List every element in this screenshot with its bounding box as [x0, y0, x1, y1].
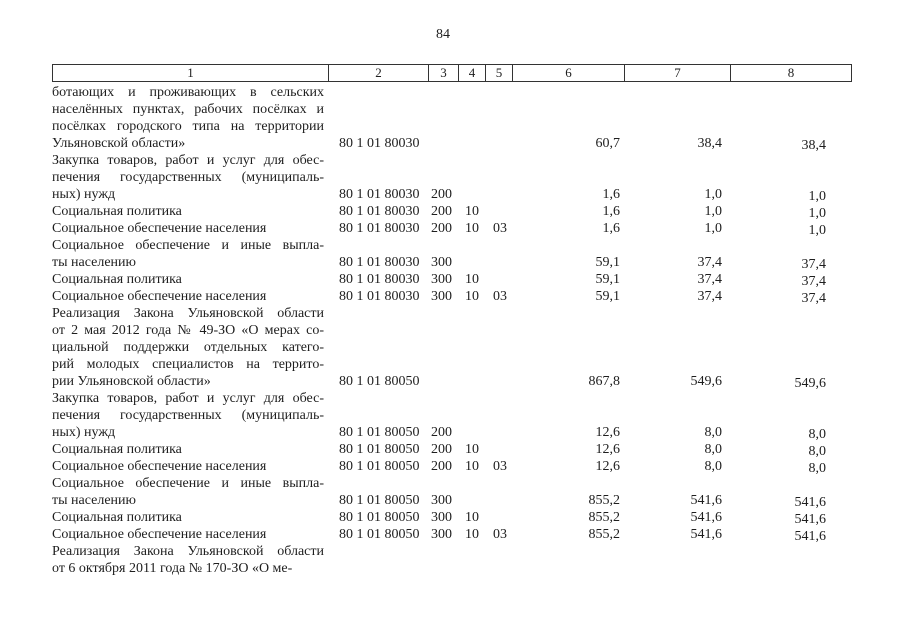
- table-header: [52, 64, 852, 82]
- row-amount-2: 37,4: [697, 255, 722, 270]
- description-line: Закупка товаров, работ и услуг для обес-: [52, 391, 324, 406]
- description-line: Социальное обеспечение населения: [52, 459, 267, 474]
- header-col-5: 5: [486, 65, 513, 81]
- description-line: Социальная политика: [52, 204, 182, 219]
- row-code: 80 1 01 80050: [339, 374, 420, 389]
- row-expense-type: 300: [431, 527, 452, 542]
- row-section: 10: [465, 510, 479, 525]
- row-amount-3: 8,0: [808, 427, 826, 442]
- table-row: [52, 526, 852, 543]
- description-line: Ульяновской области»: [52, 136, 186, 151]
- table-row: [52, 84, 852, 152]
- description-line: печения государственных (муниципаль-: [52, 408, 324, 423]
- row-subsection: 03: [493, 459, 507, 474]
- row-code: 80 1 01 80030: [339, 187, 420, 202]
- row-code: 80 1 01 80050: [339, 425, 420, 440]
- row-amount-1: 1,6: [602, 187, 620, 202]
- description-line: рий молодых специалистов на террито-: [52, 357, 324, 372]
- row-amount-2: 8,0: [704, 425, 722, 440]
- row-description: [52, 237, 324, 271]
- row-code: 80 1 01 80050: [339, 493, 420, 508]
- row-subsection: 03: [493, 289, 507, 304]
- table-row: [52, 441, 852, 458]
- row-amount-3: 541,6: [794, 495, 826, 510]
- row-description: [52, 509, 324, 526]
- row-expense-type: 300: [431, 510, 452, 525]
- row-code: 80 1 01 80050: [339, 442, 420, 457]
- row-description: [52, 458, 324, 475]
- row-amount-1: 1,6: [602, 221, 620, 236]
- row-amount-1: 1,6: [602, 204, 620, 219]
- row-amount-2: 8,0: [704, 442, 722, 457]
- row-expense-type: 300: [431, 255, 452, 270]
- description-line: Социальная политика: [52, 442, 182, 457]
- row-amount-1: 855,2: [588, 527, 620, 542]
- row-amount-3: 1,0: [808, 189, 826, 204]
- row-expense-type: 300: [431, 272, 452, 287]
- row-amount-2: 38,4: [697, 136, 722, 151]
- row-code: 80 1 01 80050: [339, 510, 420, 525]
- description-line: Социальное обеспечение и иные выпла-: [52, 476, 324, 491]
- header-col-3: 3: [429, 65, 459, 81]
- table-row: [52, 237, 852, 271]
- row-code: 80 1 01 80050: [339, 459, 420, 474]
- row-code: 80 1 01 80030: [339, 272, 420, 287]
- description-line: Социальное обеспечение и иные выпла-: [52, 238, 324, 253]
- header-col-2: 2: [329, 65, 429, 81]
- row-amount-1: 855,2: [588, 493, 620, 508]
- row-code: 80 1 01 80030: [339, 289, 420, 304]
- description-line: Социальная политика: [52, 272, 182, 287]
- description-line: Социальное обеспечение населения: [52, 289, 267, 304]
- table-row: [52, 203, 852, 220]
- row-amount-1: 12,6: [595, 459, 620, 474]
- row-section: 10: [465, 272, 479, 287]
- row-expense-type: 200: [431, 442, 452, 457]
- row-amount-1: 855,2: [588, 510, 620, 525]
- row-amount-3: 541,6: [794, 529, 826, 544]
- table-row: [52, 509, 852, 526]
- row-amount-3: 8,0: [808, 444, 826, 459]
- row-amount-2: 541,6: [690, 527, 722, 542]
- row-code: 80 1 01 80030: [339, 221, 420, 236]
- row-amount-2: 541,6: [690, 510, 722, 525]
- row-section: 10: [465, 289, 479, 304]
- row-amount-2: 541,6: [690, 493, 722, 508]
- row-amount-3: 37,4: [801, 291, 826, 306]
- description-line: циальной поддержки отдельных катего-: [52, 340, 324, 355]
- row-expense-type: 300: [431, 289, 452, 304]
- row-amount-1: 59,1: [595, 255, 620, 270]
- description-line: ты населению: [52, 255, 136, 270]
- row-amount-2: 37,4: [697, 272, 722, 287]
- row-amount-3: 1,0: [808, 206, 826, 221]
- row-code: 80 1 01 80050: [339, 527, 420, 542]
- row-amount-2: 1,0: [704, 204, 722, 219]
- row-amount-3: 37,4: [801, 257, 826, 272]
- row-expense-type: 200: [431, 187, 452, 202]
- row-description: [52, 305, 324, 390]
- table-row: [52, 475, 852, 509]
- row-amount-2: 37,4: [697, 289, 722, 304]
- row-amount-2: 1,0: [704, 187, 722, 202]
- row-amount-1: 59,1: [595, 289, 620, 304]
- row-expense-type: 200: [431, 204, 452, 219]
- header-col-1: 1: [53, 65, 329, 81]
- description-line: рии Ульяновской области»: [52, 374, 211, 389]
- row-description: [52, 203, 324, 220]
- description-line: населённых пунктах, рабочих посёлках и: [52, 102, 324, 117]
- row-subsection: 03: [493, 527, 507, 542]
- description-line: Социальное обеспечение населения: [52, 221, 267, 236]
- header-col-6: 6: [513, 65, 625, 81]
- row-section: 10: [465, 442, 479, 457]
- row-amount-1: 12,6: [595, 442, 620, 457]
- description-line: Закупка товаров, работ и услуг для обес-: [52, 153, 324, 168]
- row-amount-1: 12,6: [595, 425, 620, 440]
- page-number: 84: [436, 27, 450, 42]
- row-section: 10: [465, 204, 479, 219]
- row-amount-3: 1,0: [808, 223, 826, 238]
- description-line: ных) нужд: [52, 425, 116, 440]
- row-amount-2: 8,0: [704, 459, 722, 474]
- row-amount-1: 59,1: [595, 272, 620, 287]
- description-line: Социальное обеспечение населения: [52, 527, 267, 542]
- header-col-7: 7: [625, 65, 731, 81]
- row-description: [52, 84, 324, 152]
- table-row: [52, 305, 852, 390]
- description-line: посёлках городского типа на территории: [52, 119, 324, 134]
- row-subsection: 03: [493, 221, 507, 236]
- row-code: 80 1 01 80030: [339, 136, 420, 151]
- row-amount-2: 549,6: [690, 374, 722, 389]
- row-amount-3: 549,6: [794, 376, 826, 391]
- row-description: [52, 526, 324, 543]
- row-description: [52, 271, 324, 288]
- row-description: [52, 543, 324, 577]
- row-amount-3: 37,4: [801, 274, 826, 289]
- header-col-4: 4: [459, 65, 486, 81]
- row-section: 10: [465, 221, 479, 236]
- row-amount-3: 8,0: [808, 461, 826, 476]
- description-line: ботающих и проживающих в сельских: [52, 85, 324, 100]
- description-line: от 2 мая 2012 года № 49-ЗО «О мерах со-: [52, 323, 324, 338]
- row-section: 10: [465, 459, 479, 474]
- description-line: от 6 октября 2011 года № 170-ЗО «О ме-: [52, 561, 293, 576]
- description-line: печения государственных (муниципаль-: [52, 170, 324, 185]
- row-code: 80 1 01 80030: [339, 204, 420, 219]
- row-code: 80 1 01 80030: [339, 255, 420, 270]
- row-amount-2: 1,0: [704, 221, 722, 236]
- row-amount-3: 541,6: [794, 512, 826, 527]
- row-expense-type: 200: [431, 425, 452, 440]
- description-line: Реализация Закона Ульяновской области: [52, 306, 324, 321]
- table-row: [52, 152, 852, 203]
- description-line: ты населению: [52, 493, 136, 508]
- row-section: 10: [465, 527, 479, 542]
- table-row: [52, 390, 852, 441]
- description-line: Реализация Закона Ульяновской области: [52, 544, 324, 559]
- row-expense-type: 300: [431, 493, 452, 508]
- description-line: Социальная политика: [52, 510, 182, 525]
- row-description: [52, 288, 324, 305]
- table-row: [52, 288, 852, 305]
- header-col-8: 8: [787, 65, 795, 80]
- table-row: [52, 271, 852, 288]
- row-expense-type: 200: [431, 221, 452, 236]
- row-description: [52, 441, 324, 458]
- row-description: [52, 220, 324, 237]
- row-description: [52, 475, 324, 509]
- table-row: [52, 543, 852, 577]
- row-expense-type: 200: [431, 459, 452, 474]
- row-amount-1: 60,7: [595, 136, 620, 151]
- row-amount-1: 867,8: [588, 374, 620, 389]
- table-row: [52, 220, 852, 237]
- row-description: [52, 152, 324, 203]
- row-description: [52, 390, 324, 441]
- row-amount-3: 38,4: [801, 138, 826, 153]
- table-row: [52, 458, 852, 475]
- description-line: ных) нужд: [52, 187, 116, 202]
